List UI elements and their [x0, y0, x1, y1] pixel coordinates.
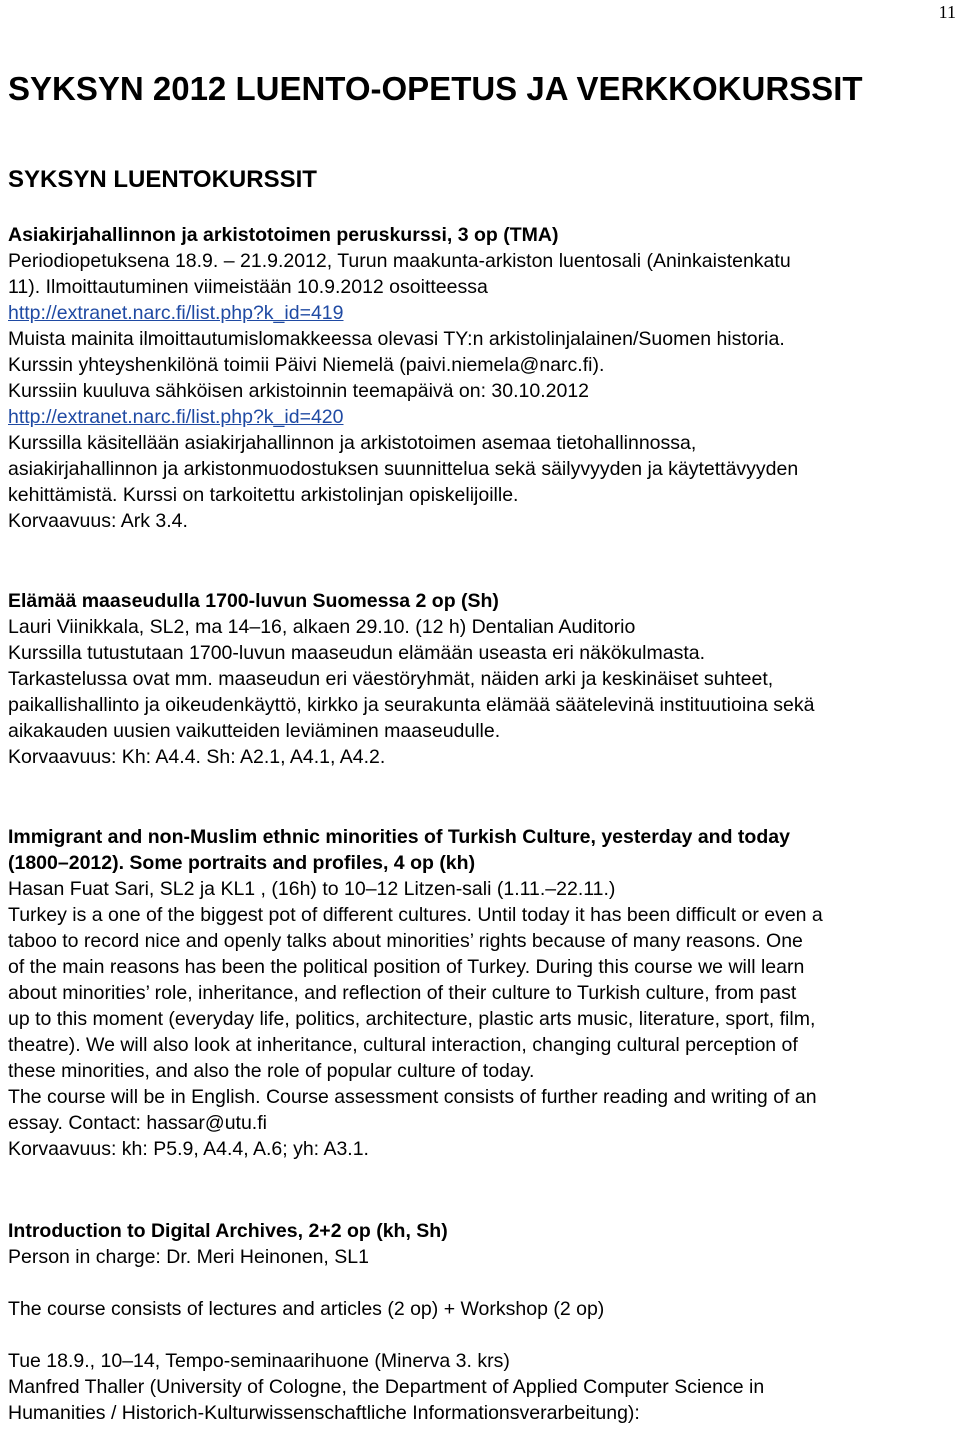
course-text: 11). Ilmoittautuminen viimeistään 10.9.2012 osoitteessa — [8, 276, 488, 298]
page-number: 11 — [938, 2, 956, 22]
course-text: asiakirjahallinnon ja arkistonmuodostuksen suunnittelua sekä säilyvyyden ja käytettävyyden — [8, 458, 799, 480]
course-text: Hasan Fuat Sari, SL2 ja KL1 , (16h) to 10–12 Litzen-sali (1.11.–22.11.) — [8, 878, 616, 900]
page-title: SYKSYN 2012 LUENTO-OPETUS JA VERKKOKURSSIT — [8, 70, 863, 107]
course-text: Manfred Thaller (University of Cologne, the Department of Applied Computer Science in — [8, 1376, 765, 1398]
course-text: The course will be in English. Course assessment consists of further reading and writing of an — [8, 1086, 817, 1108]
course-text: these minorities, and also the role of popular culture of today. — [8, 1060, 535, 1082]
course-text: theatre). We will also look at inheritance, cultural interaction, changing cultural perception of — [8, 1034, 798, 1056]
course-credit: Korvaavuus: Kh: A4.4. Sh: A2.1, A4.1, A4.2. — [8, 746, 386, 768]
course-text: Humanities / Historich-Kulturwissenschaftliche Informationsverarbeitung): — [8, 1402, 640, 1424]
theme-day-link[interactable]: http://extranet.narc.fi/list.php?k_id=420 — [8, 406, 344, 428]
course-text: Tue 18.9., 10–14, Tempo-seminaarihuone (Minerva 3. krs) — [8, 1350, 510, 1372]
course-text: Muista mainita ilmoittautumislomakkeessa olevasi TY:n arkistolinjalainen/Suomen historia. — [8, 328, 785, 350]
course-text: Kurssin yhteyshenkilönä toimii Päivi Niemelä (paivi.niemela@narc.fi). — [8, 354, 605, 376]
course-heading: Immigrant and non-Muslim ethnic minorities of Turkish Culture, yesterday and today — [8, 826, 790, 848]
course-text: Kurssilla käsitellään asiakirjahallinnon ja arkistotoimen asemaa tietohallinnossa, — [8, 432, 697, 454]
course-heading: Elämää maaseudulla 1700-luvun Suomessa 2 op (Sh) — [8, 590, 499, 612]
course-text: The course consists of lectures and articles (2 op) + Workshop (2 op) — [8, 1298, 605, 1320]
course-text: aikakauden uusien vaikutteiden leviäminen maaseudulle. — [8, 720, 501, 742]
course-text: Person in charge: Dr. Meri Heinonen, SL1 — [8, 1246, 369, 1268]
course-heading: Introduction to Digital Archives, 2+2 op (kh, Sh) — [8, 1220, 448, 1242]
course-text: taboo to record nice and openly talks about minorities’ rights because of many reasons. One — [8, 930, 803, 952]
course-text: up to this moment (everyday life, politics, architecture, plastic arts music, literature, sport, film, — [8, 1008, 816, 1030]
course-text: Kurssilla tutustutaan 1700-luvun maaseudun elämään useasta eri näkökulmasta. — [8, 642, 706, 664]
course-text: Periodiopetuksena 18.9. – 21.9.2012, Turun maakunta-arkiston luentosali (Aninkaistenkatu — [8, 250, 791, 272]
course-text: of the main reasons has been the political position of Turkey. During this course we will learn — [8, 956, 805, 978]
course-text: paikallishallinto ja oikeudenkäyttö, kirkko ja seurakunta elämää säätelevinä instituutioina sekä — [8, 694, 815, 716]
course-text: Tarkastelussa ovat mm. maaseudun eri väestöryhmät, näiden arki ja keskinäiset suhteet, — [8, 668, 774, 690]
course-heading: (1800–2012). Some portraits and profiles, 4 op (kh) — [8, 852, 476, 874]
course-heading: Asiakirjahallinnon ja arkistotoimen peruskurssi, 3 op (TMA) — [8, 224, 559, 246]
course-text: Lauri Viinikkala, SL2, ma 14–16, alkaen 29.10. (12 h) Dentalian Auditorio — [8, 616, 636, 638]
course-text: Kurssiin kuuluva sähköisen arkistoinnin teemapäivä on: 30.10.2012 — [8, 380, 590, 402]
course-text: essay. Contact: hassar@utu.fi — [8, 1112, 267, 1134]
course-text: Turkey is a one of the biggest pot of different cultures. Until today it has been difficult or even a — [8, 904, 823, 926]
course-credit: Korvaavuus: Ark 3.4. — [8, 510, 188, 532]
course-text: about minorities’ role, inheritance, and reflection of their culture to Turkish culture, from past — [8, 982, 797, 1004]
registration-link[interactable]: http://extranet.narc.fi/list.php?k_id=419 — [8, 302, 344, 324]
section-heading: SYKSYN LUENTOKURSSIT — [8, 166, 317, 193]
course-text: kehittämistä. Kurssi on tarkoitettu arkistolinjan opiskelijoille. — [8, 484, 519, 506]
course-credit: Korvaavuus: kh: P5.9, A4.4, A.6; yh: A3.1. — [8, 1138, 369, 1160]
